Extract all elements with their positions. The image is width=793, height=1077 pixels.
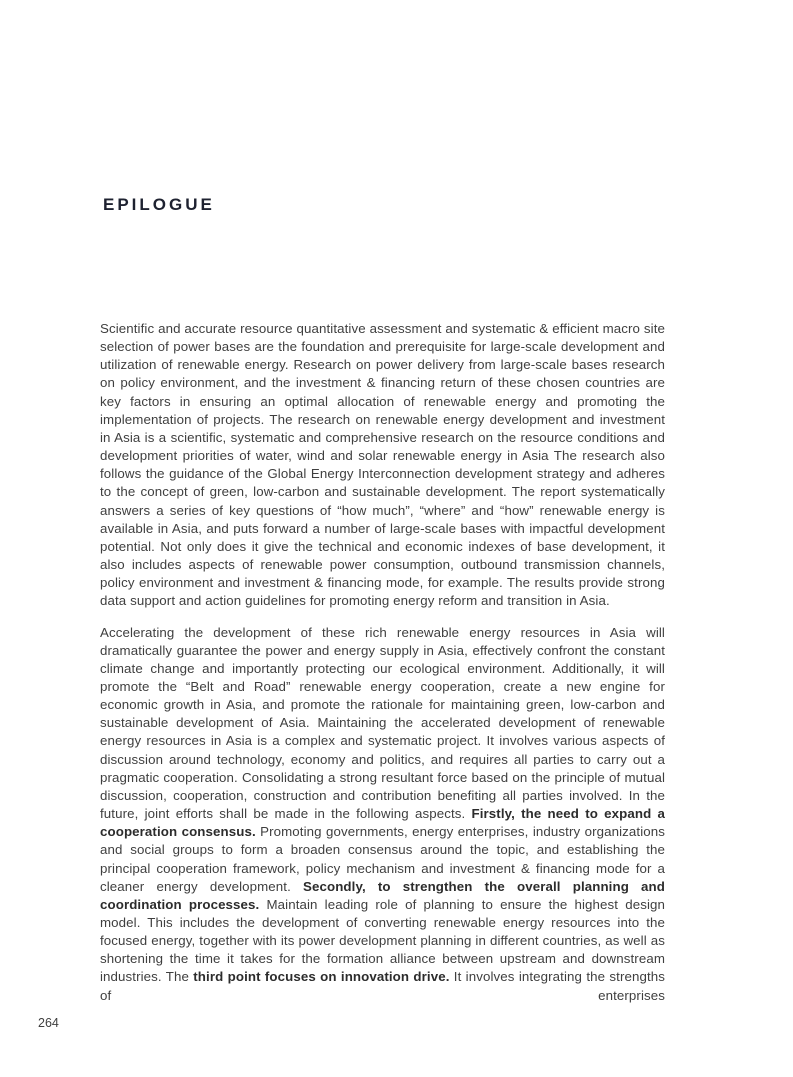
paragraph-2 (100, 624, 665, 1005)
body-text-block (100, 320, 665, 1005)
text-segment: Maintain leading role of planning to ensure the highest design model. This includes the development of converting renewable energy resources into the focused energy, together with its power development planning in different countries, as well as shortening the time it takes for the formation alliance between upstream and downstream industries. The (100, 896, 665, 985)
text-segment: It involves integrating the strengths of enterprises (100, 969, 665, 1003)
page-number: 264 (38, 1016, 59, 1030)
chapter-heading: EPILOGUE (103, 195, 215, 214)
bold-text-segment: Secondly, to strengthen the overall planning and coordination processes. (100, 878, 665, 912)
paragraph-1 (100, 320, 665, 611)
text-segment: Scientific and accurate resource quantitative assessment and systematic & efficient macro site selection of power bases are the foundation and prerequisite for large-scale development and utilization of renewable energy. Research on power delivery from large-scale bases research on policy environment, and the investment & financing return of these chosen countries are key factors in ensuring an optimal allocation of renewable energy and promoting the implementation of projects. The research on renewable energy development and investment in Asia is a scientific, systematic and comprehensive research on the resource conditions and development priorities of water, wind and solar renewable energy in Asia The research also follows the guidance of the Global Energy Interconnection development strategy and adheres to the concept of green, low-carbon and sustainable development. The report systematically answers a series of key questions of “how much”, “where” and “how” renewable energy is available in Asia, and puts forward a number of large-scale bases with impactful development potential. Not only does it give the technical and economic indexes of base development, it also includes aspects of renewable power consumption, outbound transmission channels, policy environment and investment & financing mode, for example. The results provide strong data support and action guidelines for promoting energy reform and transition in Asia. (100, 321, 665, 609)
bold-text-segment: Firstly, the need to expand a cooperation consensus. (100, 806, 665, 840)
text-segment: Promoting governments, energy enterprises, industry organizations and social groups to form a broaden consensus around the topic, and establishing the principal cooperation framework, policy mechanism and investment & financing mode for a cleaner energy development. (100, 824, 665, 894)
bold-text-segment: third point focuses on innovation drive. (193, 969, 450, 985)
text-segment: Accelerating the development of these rich renewable energy resources in Asia will dramatically guarantee the power and energy supply in Asia, effectively confront the constant climate change and importantly protecting our ecological environment. Additionally, it will promote the “Belt and Road” renewable energy cooperation, create a new engine for economic growth in Asia, and promote the rationale for maintaining green, low-carbon and sustainable development of Asia. Maintaining the accelerated development of renewable energy resources in Asia is a complex and systematic project. It involves various aspects of discussion around technology, economy and politics, and requires all parties to carry out a pragmatic cooperation. Consolidating a strong resultant force based on the principle of mutual discussion, cooperation, construction and contribution benefiting all parties involved. In the future, joint efforts shall be made in the following aspects. (100, 624, 665, 822)
